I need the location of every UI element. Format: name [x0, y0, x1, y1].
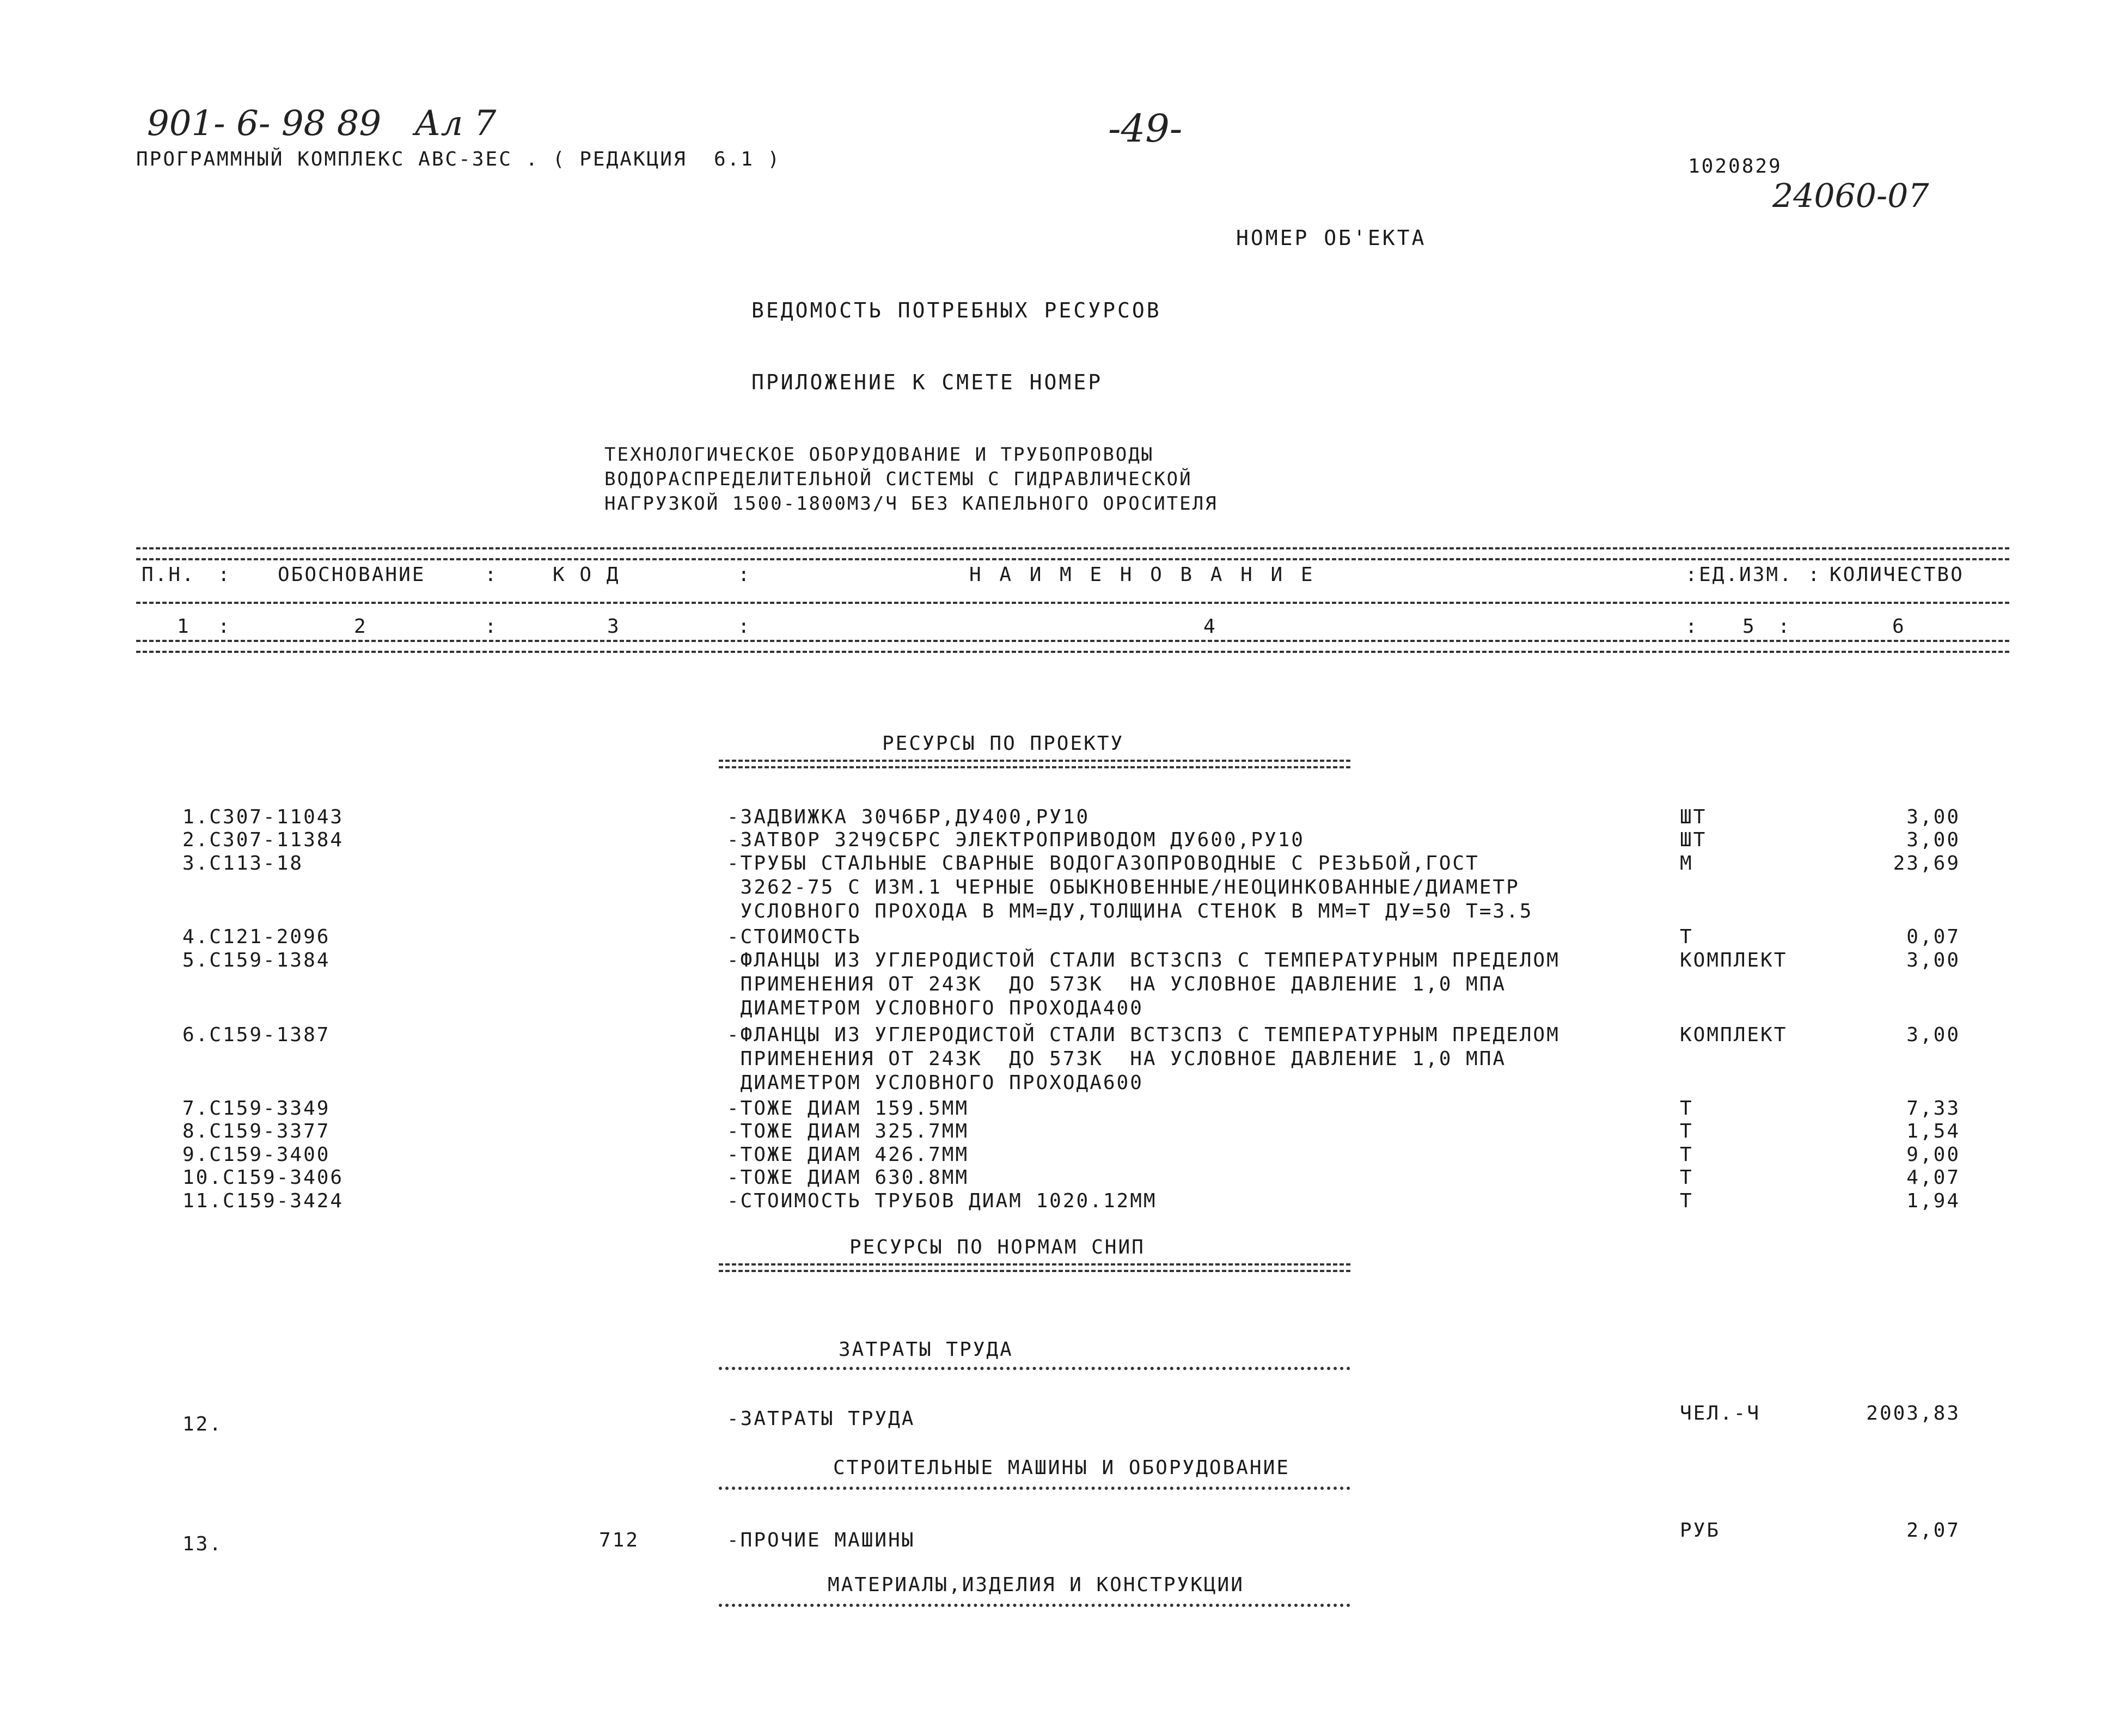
labor-row-pn: 12.: [182, 1413, 223, 1435]
row-pn-basis: 4.С121-2096: [182, 926, 331, 948]
col-sep: :: [738, 615, 751, 638]
machine-row-pn: 13.: [182, 1533, 223, 1555]
row-unit: Т: [1680, 1166, 1693, 1189]
table-numbers-rule: [136, 640, 2009, 653]
section-underline: [719, 1604, 1350, 1607]
row-qty: 3,00: [1906, 829, 1960, 851]
row-name-line: -ФЛАНЦЫ ИЗ УГЛЕРОДИСТОЙ СТАЛИ ВСТ3СП3 С ТЕМПЕРАТУРНЫМ ПРЕДЕЛОМ: [727, 949, 1560, 971]
row-pn-basis: 7.С159-3349: [182, 1097, 331, 1120]
row-qty: 3,00: [1906, 949, 1960, 971]
row-name-line: -ЗАДВИЖКА 30Ч6БР,ДУ400,РУ10: [727, 806, 1090, 828]
row-pn-basis: 2.С307-11384: [182, 829, 344, 851]
col-pn: П.Н.: [142, 564, 195, 586]
labor-row-unit: ЧЕЛ.-Ч: [1680, 1402, 1761, 1425]
row-name-line: -ТОЖЕ ДИАМ 426.7ММ: [727, 1144, 969, 1166]
row-qty: 3,00: [1906, 806, 1960, 828]
row-unit: Т: [1680, 1144, 1693, 1166]
row-qty: 1,94: [1906, 1190, 1960, 1212]
col-number-2: 2: [354, 615, 368, 638]
table-header-rule: [136, 602, 2009, 604]
col-name: Н А И М Е Н О В А Н И Е: [969, 564, 1316, 586]
col-sep: :: [1685, 615, 1699, 638]
description-line-1: ТЕХНОЛОГИЧЕСКОЕ ОБОРУДОВАНИЕ И ТРУБОПРОВОДЫ: [604, 444, 1154, 466]
col-number-3: 3: [607, 615, 621, 638]
row-pn-basis: 5.С159-1384: [182, 949, 331, 971]
section-underline: [719, 1487, 1350, 1490]
row-name-line: -ТРУБЫ СТАЛЬНЫЕ СВАРНЫЕ ВОДОГАЗОПРОВОДНЫЕ С РЕЗЬБОЙ,ГОСТ: [727, 852, 1479, 875]
col-number-5: 5: [1742, 615, 1756, 638]
row-qty: 3,00: [1906, 1024, 1960, 1046]
machine-row-name: -ПРОЧИЕ МАШИНЫ: [727, 1529, 915, 1551]
row-qty: 9,00: [1906, 1144, 1960, 1166]
row-qty: 23,69: [1893, 852, 1960, 875]
row-name-line: 3262-75 С ИЗМ.1 ЧЕРНЫЕ ОБЫКНОВЕННЫЕ/НЕОЦИНКОВАННЫЕ/ДИАМЕТР: [727, 876, 1520, 898]
col-number-1: 1: [177, 615, 191, 638]
col-basis: ОБОСНОВАНИЕ: [278, 564, 426, 586]
row-name-line: ДИАМЕТРОМ УСЛОВНОГО ПРОХОДА400: [727, 997, 1143, 1019]
row-qty: 0,07: [1906, 926, 1960, 948]
col-sep: :: [1685, 564, 1699, 586]
row-unit: Т: [1680, 926, 1693, 948]
col-qty: КОЛИЧЕСТВО: [1830, 564, 1964, 586]
row-unit: КОМПЛЕКТ: [1680, 1024, 1788, 1046]
labor-row-name: -ЗАТРАТЫ ТРУДА: [727, 1408, 915, 1430]
page-number: -49-: [1108, 106, 1183, 151]
col-sep: :: [218, 615, 231, 638]
doc-number-handwritten: 901- 6- 98 89 Ал 7: [147, 103, 497, 144]
row-name-line: -СТОИМОСТЬ: [727, 926, 861, 948]
row-name-line: -ФЛАНЦЫ ИЗ УГЛЕРОДИСТОЙ СТАЛИ ВСТ3СП3 С ТЕМПЕРАТУРНЫМ ПРЕДЕЛОМ: [727, 1024, 1560, 1046]
row-pn-basis: 9.С159-3400: [182, 1144, 331, 1166]
col-sep: :: [1778, 615, 1791, 638]
col-code: К О Д: [553, 564, 620, 586]
row-name-line: -ТОЖЕ ДИАМ 159.5ММ: [727, 1097, 969, 1120]
row-name-line: ДИАМЕТРОМ УСЛОВНОГО ПРОХОДА600: [727, 1072, 1143, 1094]
software-label: ПРОГРАММНЫЙ КОМПЛЕКС АВС-3ЕС . ( РЕДАКЦИЯ 6.1 ): [136, 148, 781, 170]
row-pn-basis: 11.С159-3424: [182, 1190, 344, 1212]
document-title: ВЕДОМОСТЬ ПОТРЕБНЫХ РЕСУРСОВ: [751, 298, 1161, 322]
appendix-label: ПРИЛОЖЕНИЕ К СМЕТЕ НОМЕР: [751, 370, 1103, 394]
row-unit: Т: [1680, 1120, 1693, 1142]
section-machines: СТРОИТЕЛЬНЫЕ МАШИНЫ И ОБОРУДОВАНИЕ: [833, 1457, 1290, 1479]
section-underline: [719, 1367, 1350, 1370]
col-number-4: 4: [1203, 615, 1217, 638]
description-line-3: НАГРУЗКОЙ 1500-1800М3/Ч БЕЗ КАПЕЛЬНОГО ОРОСИТЕЛЯ: [604, 493, 1218, 515]
object-number-label: НОМЕР ОБ'ЕКТА: [1236, 226, 1427, 250]
row-pn-basis: 10.С159-3406: [182, 1166, 344, 1189]
col-sep: :: [1808, 564, 1821, 586]
table-top-rule: [136, 547, 2009, 560]
row-name-line: -ТОЖЕ ДИАМ 630.8ММ: [727, 1166, 969, 1189]
row-name-line: -СТОИМОСТЬ ТРУБОВ ДИАМ 1020.12ММ: [727, 1190, 1157, 1212]
row-name-line: УСЛОВНОГО ПРОХОДА В ММ=ДУ,ТОЛЩИНА СТЕНОК В ММ=Т ДУ=50 Т=3.5: [727, 900, 1533, 922]
row-unit: ШТ: [1680, 829, 1707, 851]
row-pn-basis: 3.С113-18: [182, 852, 304, 875]
row-pn-basis: 6.С159-1387: [182, 1024, 331, 1046]
machine-row-qty: 2,07: [1906, 1519, 1960, 1542]
row-name-line: ПРИМЕНЕНИЯ ОТ 243К ДО 573К НА УСЛОВНОЕ ДАВЛЕНИЕ 1,0 МПА: [727, 973, 1507, 995]
row-pn-basis: 8.С159-3377: [182, 1120, 331, 1142]
code-top-right: 1020829: [1688, 155, 1782, 178]
col-sep: :: [738, 564, 751, 586]
machine-row-unit: РУБ: [1680, 1519, 1721, 1542]
col-sep: :: [485, 615, 498, 638]
row-unit: Т: [1680, 1190, 1693, 1212]
labor-row-qty: 2003,83: [1866, 1402, 1960, 1425]
col-sep: :: [218, 564, 231, 586]
row-qty: 4,07: [1906, 1166, 1960, 1189]
row-unit: КОМПЛЕКТ: [1680, 949, 1788, 971]
section-labor: ЗАТРАТЫ ТРУДА: [839, 1338, 1013, 1361]
machine-row-code: 712: [599, 1529, 640, 1551]
code-handwritten: 24060-07: [1772, 177, 1929, 215]
row-unit: Т: [1680, 1097, 1693, 1120]
row-name-line: -ЗАТВОР 32Ч9СБРС ЭЛЕКТРОПРИВОДОМ ДУ600,РУ10: [727, 829, 1305, 851]
col-sep: :: [485, 564, 498, 586]
col-number-6: 6: [1892, 615, 1906, 638]
row-name-line: ПРИМЕНЕНИЯ ОТ 243К ДО 573К НА УСЛОВНОЕ ДАВЛЕНИЕ 1,0 МПА: [727, 1048, 1507, 1070]
row-qty: 1,54: [1906, 1120, 1960, 1142]
row-unit: М: [1680, 852, 1693, 875]
row-pn-basis: 1.С307-11043: [182, 806, 344, 828]
row-qty: 7,33: [1906, 1097, 1960, 1120]
row-unit: ШТ: [1680, 806, 1707, 828]
description-line-2: ВОДОРАСПРЕДЕЛИТЕЛЬНОЙ СИСТЕМЫ С ГИДРАВЛИЧЕСКОЙ: [604, 468, 1193, 490]
section-underline: [719, 760, 1350, 768]
section-materials: МАТЕРИАЛЫ,ИЗДЕЛИЯ И КОНСТРУКЦИИ: [828, 1574, 1244, 1596]
col-unit: ЕД.ИЗМ.: [1699, 564, 1793, 586]
section-project-resources: РЕСУРСЫ ПО ПРОЕКТУ: [882, 732, 1124, 755]
section-underline: [719, 1263, 1350, 1272]
row-name-line: -ТОЖЕ ДИАМ 325.7ММ: [727, 1120, 969, 1142]
section-snip-resources: РЕСУРСЫ ПО НОРМАМ СНИП: [849, 1236, 1145, 1258]
